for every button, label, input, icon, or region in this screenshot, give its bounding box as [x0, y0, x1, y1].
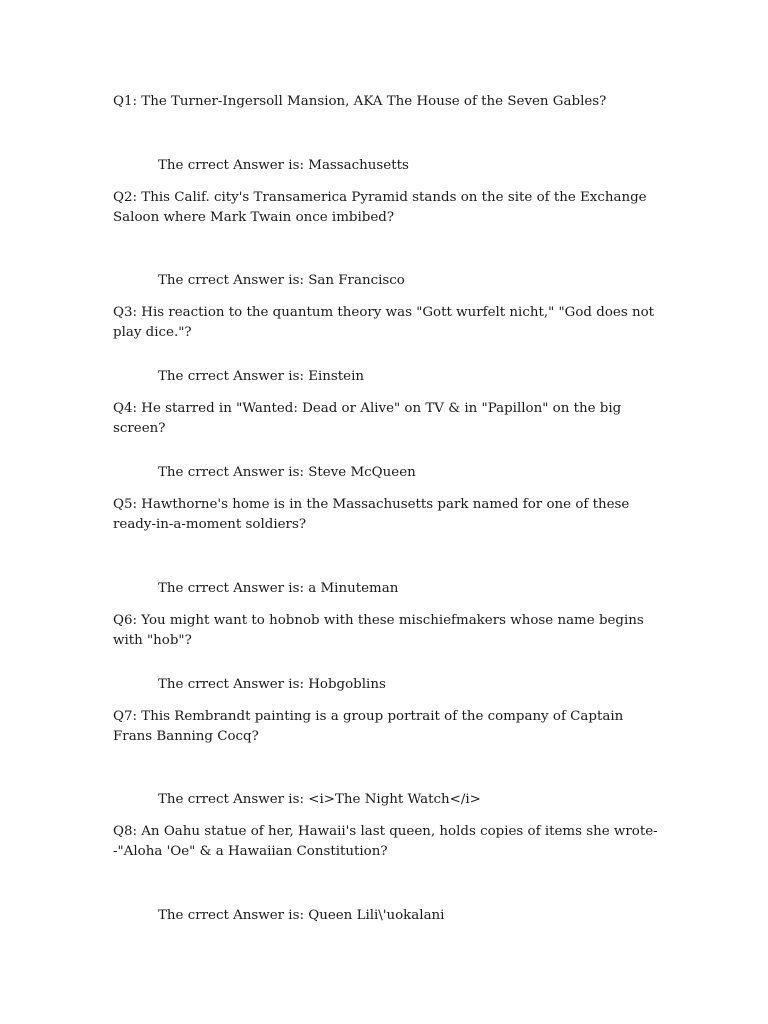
answer-4: The crrect Answer is: Steve McQueen	[158, 465, 416, 480]
question-1: Q1: The Turner-Ingersoll Mansion, AKA The House of the Seven Gables?	[113, 94, 607, 109]
answer-1: The crrect Answer is: Massachusetts	[158, 158, 409, 173]
question-2: Q2: This Calif. city's Transamerica Pyramid stands on the site of the Exchange Saloon where Mark Twain once imbibed?	[113, 190, 647, 225]
answer-3: The crrect Answer is: Einstein	[158, 369, 364, 384]
question-4: Q4: He starred in "Wanted: Dead or Alive" on TV & in "Papillon" on the big screen?	[113, 401, 622, 436]
question-5: Q5: Hawthorne's home is in the Massachusetts park named for one of these ready-in-a-moment soldiers?	[113, 497, 630, 532]
answer-8: The crrect Answer is: Queen Lili\'uokalani	[158, 908, 445, 923]
question-3: Q3: His reaction to the quantum theory was "Gott wurfelt nicht," "God does not play dice."?	[113, 305, 655, 340]
question-6: Q6: You might want to hobnob with these mischiefmakers whose name begins with "hob"?	[113, 613, 644, 648]
answer-2: The crrect Answer is: San Francisco	[158, 273, 405, 288]
answer-6: The crrect Answer is: Hobgoblins	[158, 677, 386, 692]
answer-5: The crrect Answer is: a Minuteman	[158, 581, 399, 596]
question-8: Q8: An Oahu statue of her, Hawaii's last queen, holds copies of items she wrote--"Aloha 'Oe" & a Hawaiian Constitution?	[113, 824, 658, 859]
answer-7: The crrect Answer is: <i>The Night Watch</i>	[158, 792, 481, 807]
question-7: Q7: This Rembrandt painting is a group portrait of the company of Captain Frans Banning Cocq?	[113, 709, 624, 744]
